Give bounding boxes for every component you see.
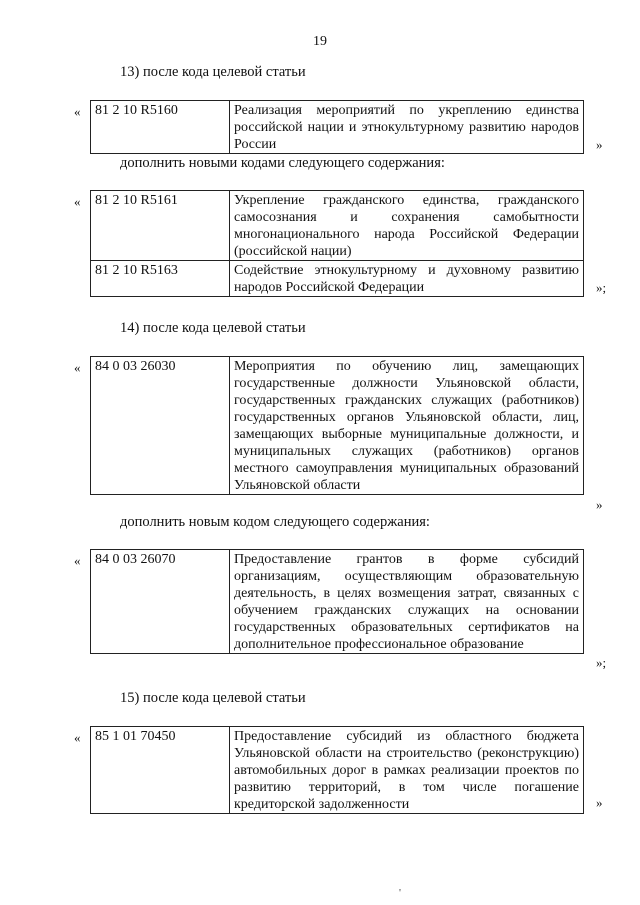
- section-15-existing-table: [90, 726, 584, 814]
- close-quote-semicolon: »;: [596, 280, 607, 295]
- table-row: [91, 191, 584, 261]
- close-quote-semicolon: »;: [596, 655, 607, 670]
- table-row: [91, 550, 584, 654]
- section-14-instruction: дополнить новым кодом следующего содержания:: [120, 514, 430, 530]
- close-quote: »: [596, 137, 603, 152]
- footer-mark: ': [399, 887, 401, 899]
- budget-code: 85 1 01 70450: [91, 727, 230, 814]
- budget-code: 81 2 10 R5163: [91, 261, 230, 297]
- page-number: 19: [313, 34, 327, 49]
- section-15-heading: 15) после кода целевой статьи: [120, 690, 306, 706]
- open-quote: «: [74, 553, 81, 568]
- budget-code: 81 2 10 R5161: [91, 191, 230, 261]
- open-quote: «: [74, 104, 81, 119]
- table-row: [91, 261, 584, 297]
- table-row: [91, 101, 584, 154]
- section-13-existing-table: [90, 100, 584, 154]
- section-14-heading: 14) после кода целевой статьи: [120, 320, 306, 336]
- table-row: [91, 727, 584, 814]
- section-14-existing-table: [90, 356, 584, 495]
- open-quote: «: [74, 194, 81, 209]
- close-quote: »: [596, 497, 603, 512]
- budget-description: Укрепление гражданского единства, гражданского самосознания и сохранения самобытности многонационального народа Российской Федерации (российской нации): [230, 191, 584, 261]
- section-13-new-table: [90, 190, 584, 297]
- section-13-instruction: дополнить новыми кодами следующего содержания:: [120, 155, 445, 171]
- table-row: [91, 357, 584, 495]
- close-quote: »: [596, 795, 603, 810]
- section-14-new-table: [90, 549, 584, 654]
- budget-description: Предоставление грантов в форме субсидий организациям, осуществляющим образовательную деятельность, в целях возмещения затрат, связанных с обучением гражданских служащих на основании государственных образовательных сертификатов на дополнительное профессиональное образование: [230, 550, 584, 654]
- budget-code: 84 0 03 26030: [91, 357, 230, 495]
- section-13-heading: 13) после кода целевой статьи: [120, 64, 306, 80]
- budget-description: Содействие этнокультурному и духовному развитию народов Российской Федерации: [230, 261, 584, 297]
- budget-description: Предоставление субсидий из областного бюджета Ульяновской области на строительство (реконструкцию) автомобильных дорог в рамках реализации проектов по развитию территорий, в том числе погашение кредиторской задолженности: [230, 727, 584, 814]
- budget-code: 84 0 03 26070: [91, 550, 230, 654]
- budget-description: Мероприятия по обучению лиц, замещающих государственные должности Ульяновской области, государственных гражданских служащих (работников) государственных органов Ульяновской области, лиц, замещающих выборные муниципальные должности, и муниципальных служащих (работников) органов местного самоуправления муниципальных образований Ульяновской области: [230, 357, 584, 495]
- open-quote: «: [74, 360, 81, 375]
- open-quote: «: [74, 730, 81, 745]
- budget-code: 81 2 10 R5160: [91, 101, 230, 154]
- budget-description: Реализация мероприятий по укреплению единства российской нации и этнокультурному развитию народов России: [230, 101, 584, 154]
